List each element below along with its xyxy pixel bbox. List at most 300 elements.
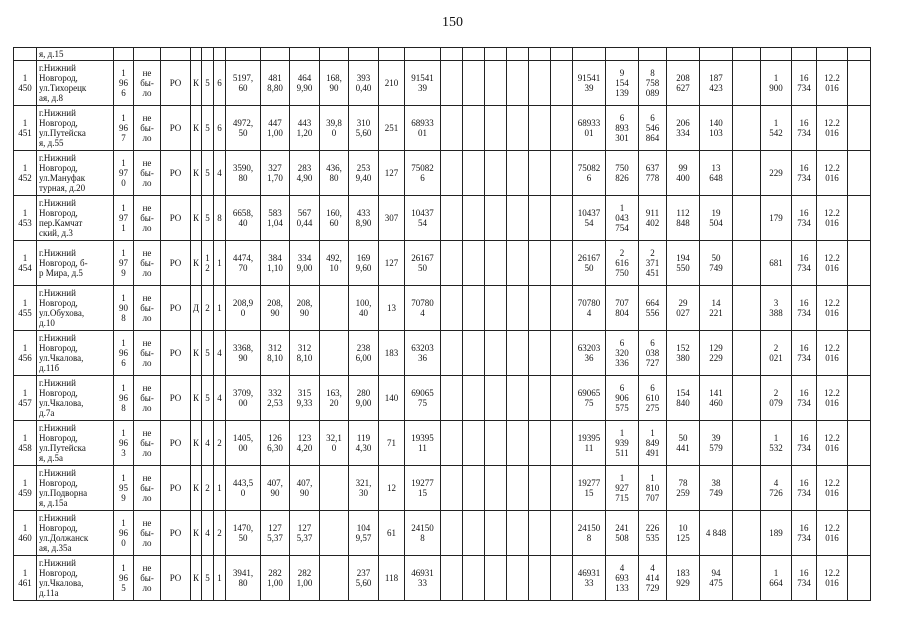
entrances-cell: 1: [214, 286, 226, 331]
fund-share-cell: 1 043 754: [606, 196, 639, 241]
empty-cell: [848, 421, 871, 466]
nonresidential-area-cell: [320, 511, 349, 556]
fund-share-cell: 1 939 511: [606, 421, 639, 466]
max-cost-cell: 16 734: [792, 196, 817, 241]
total-cost-cell: 63203 36: [405, 331, 441, 376]
address-cell: г.Нижний Новгород, ул.Тихорецк ая, д.8: [37, 61, 114, 106]
cost-total-cell: 91541 39: [573, 61, 606, 106]
empty-cell: [551, 421, 573, 466]
cost-total-cell: 69065 75: [573, 376, 606, 421]
address-cell: г.Нижний Новгород, пер.Камчат ский, д.3: [37, 196, 114, 241]
prior-repair-cell: не бы- ло: [134, 556, 161, 601]
total-cost-cell: 91541 39: [405, 61, 441, 106]
table-row: [14, 331, 871, 376]
empty-cell: [463, 106, 485, 151]
table-row: [14, 511, 871, 556]
entrances-cell: 8: [214, 196, 226, 241]
org-type-cell: РО: [161, 466, 191, 511]
empty-cell: [667, 48, 700, 61]
budget-share-cell: 6 038 727: [639, 331, 667, 376]
empty-cell: [507, 331, 529, 376]
empty-cell: [161, 48, 191, 61]
specific-cost-cell: 4 726: [761, 466, 792, 511]
org-type-cell: РО: [161, 151, 191, 196]
empty-cell: [529, 556, 551, 601]
nonresidential-area-cell: [320, 556, 349, 601]
deadline-cell: 12.2 016: [817, 286, 848, 331]
empty-cell: [700, 48, 733, 61]
empty-cell: [485, 556, 507, 601]
cost-total-cell: 19277 15: [573, 466, 606, 511]
empty-cell: [441, 48, 463, 61]
empty-cell: [463, 241, 485, 286]
empty-cell: [485, 376, 507, 421]
address-cell: г.Нижний Новгород, б- р Мира, д.5: [37, 241, 114, 286]
empty-cell: [848, 286, 871, 331]
empty-cell: [485, 466, 507, 511]
empty-cell: [733, 286, 761, 331]
total-cost-cell: 46931 33: [405, 556, 441, 601]
floors-cell: 5: [202, 151, 214, 196]
residents-cell: 12: [379, 466, 405, 511]
empty-cell: [463, 556, 485, 601]
table-row: [14, 286, 871, 331]
year-cell: 1 90 8: [114, 286, 134, 331]
residential-area-cell: 567 0,44: [290, 196, 320, 241]
cost-total-cell: 26167 50: [573, 241, 606, 286]
nonresidential-area-cell: 163, 20: [320, 376, 349, 421]
municipal-share-cell: 187 423: [700, 61, 733, 106]
prior-repair-cell: не бы- ло: [134, 331, 161, 376]
row-number-cell: 1 452: [14, 151, 37, 196]
specific-cost-cell: 2 079: [761, 376, 792, 421]
regional-share-cell: 99 400: [667, 151, 700, 196]
max-cost-cell: 16 734: [792, 61, 817, 106]
empty-cell: [529, 376, 551, 421]
empty-cell: [848, 511, 871, 556]
wall-material-cell: К: [191, 106, 202, 151]
max-cost-cell: 16 734: [792, 376, 817, 421]
living-area-cell: 280 9,00: [349, 376, 379, 421]
budget-share-cell: 4 414 729: [639, 556, 667, 601]
row-number-cell: 1 451: [14, 106, 37, 151]
empty-cell: [463, 48, 485, 61]
year-cell: 1 97 1: [114, 196, 134, 241]
empty-cell: [733, 376, 761, 421]
floors-cell: 1 2: [202, 241, 214, 286]
wall-material-cell: К: [191, 376, 202, 421]
table-row: [14, 421, 871, 466]
empty-cell: [202, 48, 214, 61]
empty-cell: [507, 376, 529, 421]
prior-repair-cell: не бы- ло: [134, 241, 161, 286]
total-area-cell: 4474, 70: [226, 241, 261, 286]
specific-cost-cell: 229: [761, 151, 792, 196]
premises-area-cell: 407, 90: [261, 466, 290, 511]
empty-cell: [529, 511, 551, 556]
empty-cell: [507, 466, 529, 511]
fund-share-cell: 4 693 133: [606, 556, 639, 601]
empty-cell: [379, 48, 405, 61]
row-number-cell: 1 450: [14, 61, 37, 106]
living-area-cell: 237 5,60: [349, 556, 379, 601]
residents-cell: 127: [379, 151, 405, 196]
empty-cell: [848, 151, 871, 196]
budget-share-cell: 2 371 451: [639, 241, 667, 286]
empty-cell: [507, 151, 529, 196]
nonresidential-area-cell: [320, 286, 349, 331]
total-cost-cell: 75082 6: [405, 151, 441, 196]
empty-cell: [817, 48, 848, 61]
empty-cell: [733, 466, 761, 511]
residents-cell: 13: [379, 286, 405, 331]
wall-material-cell: К: [191, 196, 202, 241]
wall-material-cell: К: [191, 241, 202, 286]
regional-share-cell: 183 929: [667, 556, 700, 601]
cost-total-cell: 70780 4: [573, 286, 606, 331]
table-row: [14, 556, 871, 601]
empty-cell: [507, 421, 529, 466]
municipal-share-cell: 38 749: [700, 466, 733, 511]
residential-area-cell: 282 1,00: [290, 556, 320, 601]
budget-share-cell: 1 849 491: [639, 421, 667, 466]
empty-cell: [573, 48, 606, 61]
budget-share-cell: 6 546 864: [639, 106, 667, 151]
premises-area-cell: 127 5,37: [261, 511, 290, 556]
residential-area-cell: 443 1,20: [290, 106, 320, 151]
empty-cell: [529, 151, 551, 196]
specific-cost-cell: 1 664: [761, 556, 792, 601]
empty-cell: [733, 421, 761, 466]
empty-cell: [463, 511, 485, 556]
premises-area-cell: 332 2,53: [261, 376, 290, 421]
nonresidential-area-cell: 168, 90: [320, 61, 349, 106]
row-number-cell: 1 461: [14, 556, 37, 601]
max-cost-cell: 16 734: [792, 106, 817, 151]
empty-cell: [485, 151, 507, 196]
specific-cost-cell: 179: [761, 196, 792, 241]
wall-material-cell: К: [191, 556, 202, 601]
empty-cell: [606, 48, 639, 61]
wall-material-cell: К: [191, 61, 202, 106]
total-area-cell: 443,5 0: [226, 466, 261, 511]
residents-cell: 183: [379, 331, 405, 376]
budget-share-cell: 8 758 089: [639, 61, 667, 106]
municipal-share-cell: 4 848: [700, 511, 733, 556]
empty-cell: [551, 556, 573, 601]
page-number: 150: [442, 15, 463, 30]
fund-share-cell: 241 508: [606, 511, 639, 556]
entrances-cell: 1: [214, 556, 226, 601]
empty-cell: [463, 466, 485, 511]
empty-cell: [848, 106, 871, 151]
empty-cell: [441, 241, 463, 286]
residents-cell: 251: [379, 106, 405, 151]
deadline-cell: 12.2 016: [817, 556, 848, 601]
empty-cell: [507, 286, 529, 331]
row-number-cell: 1 458: [14, 421, 37, 466]
empty-cell: [551, 331, 573, 376]
empty-cell: [761, 48, 792, 61]
empty-cell: [463, 331, 485, 376]
empty-cell: [733, 196, 761, 241]
specific-cost-cell: 681: [761, 241, 792, 286]
total-cost-cell: 24150 8: [405, 511, 441, 556]
prior-repair-cell: не бы- ло: [134, 286, 161, 331]
empty-cell: [261, 48, 290, 61]
premises-area-cell: 126 6,30: [261, 421, 290, 466]
entrances-cell: 4: [214, 151, 226, 196]
empty-cell: [485, 106, 507, 151]
regional-share-cell: 112 848: [667, 196, 700, 241]
org-type-cell: РО: [161, 421, 191, 466]
row-number-cell: 1 454: [14, 241, 37, 286]
premises-area-cell: 282 1,00: [261, 556, 290, 601]
empty-cell: [733, 331, 761, 376]
row-number-cell: 1 456: [14, 331, 37, 376]
empty-cell: [792, 48, 817, 61]
wall-material-cell: К: [191, 331, 202, 376]
floors-cell: 4: [202, 421, 214, 466]
empty-cell: [441, 286, 463, 331]
max-cost-cell: 16 734: [792, 421, 817, 466]
municipal-share-cell: 141 460: [700, 376, 733, 421]
total-cost-cell: 68933 01: [405, 106, 441, 151]
municipal-share-cell: 14 221: [700, 286, 733, 331]
nonresidential-area-cell: 32,1 0: [320, 421, 349, 466]
year-cell: 1 96 8: [114, 376, 134, 421]
empty-cell: [14, 48, 37, 61]
residential-area-cell: 312 8,10: [290, 331, 320, 376]
address-cell: г.Нижний Новгород, ул.Чкалова, д.11б: [37, 331, 114, 376]
specific-cost-cell: 1 542: [761, 106, 792, 151]
address-cell: г.Нижний Новгород, ул.Должанск ая, д.35а: [37, 511, 114, 556]
empty-cell: [290, 48, 320, 61]
empty-cell: [226, 48, 261, 61]
fund-share-cell: 6 906 575: [606, 376, 639, 421]
floors-cell: 5: [202, 196, 214, 241]
empty-cell: [463, 196, 485, 241]
empty-cell: [529, 466, 551, 511]
deadline-cell: 12.2 016: [817, 376, 848, 421]
empty-cell: [733, 151, 761, 196]
deadline-cell: 12.2 016: [817, 466, 848, 511]
deadline-cell: 12.2 016: [817, 151, 848, 196]
empty-cell: [463, 376, 485, 421]
residents-cell: 127: [379, 241, 405, 286]
total-area-cell: 6658, 40: [226, 196, 261, 241]
regional-share-cell: 208 627: [667, 61, 700, 106]
empty-cell: [733, 48, 761, 61]
municipal-share-cell: 140 103: [700, 106, 733, 151]
max-cost-cell: 16 734: [792, 331, 817, 376]
empty-cell: [551, 241, 573, 286]
cost-total-cell: 24150 8: [573, 511, 606, 556]
regional-share-cell: 152 380: [667, 331, 700, 376]
living-area-cell: 100, 40: [349, 286, 379, 331]
empty-cell: [441, 466, 463, 511]
fund-share-cell: 2 616 750: [606, 241, 639, 286]
total-area-cell: 3709, 00: [226, 376, 261, 421]
max-cost-cell: 16 734: [792, 286, 817, 331]
empty-cell: [551, 196, 573, 241]
org-type-cell: РО: [161, 286, 191, 331]
org-type-cell: РО: [161, 376, 191, 421]
year-cell: 1 96 6: [114, 331, 134, 376]
premises-area-cell: 208, 90: [261, 286, 290, 331]
regional-share-cell: 206 334: [667, 106, 700, 151]
residents-cell: 71: [379, 421, 405, 466]
org-type-cell: РО: [161, 106, 191, 151]
empty-cell: [320, 48, 349, 61]
living-area-cell: 253 9,40: [349, 151, 379, 196]
empty-cell: [485, 241, 507, 286]
total-area-cell: 3941, 80: [226, 556, 261, 601]
living-area-cell: 310 5,60: [349, 106, 379, 151]
table-row: [14, 466, 871, 511]
residents-cell: 140: [379, 376, 405, 421]
row-number-cell: 1 453: [14, 196, 37, 241]
table-row: [14, 61, 871, 106]
premises-area-cell: 327 1,70: [261, 151, 290, 196]
empty-cell: [848, 331, 871, 376]
deadline-cell: 12.2 016: [817, 61, 848, 106]
address-cell: г.Нижний Новгород, ул.Обухова, д.10: [37, 286, 114, 331]
year-cell: 1 97 9: [114, 241, 134, 286]
municipal-share-cell: 129 229: [700, 331, 733, 376]
municipal-share-cell: 19 504: [700, 196, 733, 241]
empty-cell: [848, 196, 871, 241]
empty-cell: [529, 286, 551, 331]
budget-share-cell: 637 778: [639, 151, 667, 196]
org-type-cell: РО: [161, 241, 191, 286]
prior-repair-cell: не бы- ло: [134, 61, 161, 106]
empty-cell: [551, 511, 573, 556]
municipal-share-cell: 50 749: [700, 241, 733, 286]
table-row: [14, 151, 871, 196]
empty-cell: [551, 376, 573, 421]
year-cell: 1 96 3: [114, 421, 134, 466]
address-cell: г.Нижний Новгород, ул.Чкалова, д.7а: [37, 376, 114, 421]
empty-cell: [848, 376, 871, 421]
floors-cell: 2: [202, 466, 214, 511]
empty-cell: [507, 511, 529, 556]
empty-cell: [485, 196, 507, 241]
empty-cell: [485, 331, 507, 376]
row-number-cell: 1 457: [14, 376, 37, 421]
empty-cell: [441, 196, 463, 241]
table-row-continued: [14, 48, 871, 61]
total-area-cell: 1470, 50: [226, 511, 261, 556]
org-type-cell: РО: [161, 556, 191, 601]
empty-cell: [639, 48, 667, 61]
empty-cell: [529, 196, 551, 241]
empty-cell: [507, 556, 529, 601]
specific-cost-cell: 1 900: [761, 61, 792, 106]
cost-total-cell: 75082 6: [573, 151, 606, 196]
empty-cell: [529, 241, 551, 286]
municipal-share-cell: 94 475: [700, 556, 733, 601]
fund-share-cell: 6 320 336: [606, 331, 639, 376]
residential-area-cell: 334 9,00: [290, 241, 320, 286]
regional-share-cell: 50 441: [667, 421, 700, 466]
empty-cell: [507, 106, 529, 151]
municipal-share-cell: 13 648: [700, 151, 733, 196]
cost-total-cell: 19395 11: [573, 421, 606, 466]
nonresidential-area-cell: [320, 466, 349, 511]
max-cost-cell: 16 734: [792, 466, 817, 511]
residential-area-cell: 407, 90: [290, 466, 320, 511]
empty-cell: [733, 61, 761, 106]
empty-cell: [551, 286, 573, 331]
empty-cell: [441, 331, 463, 376]
total-area-cell: 3590, 80: [226, 151, 261, 196]
row-number-cell: 1 460: [14, 511, 37, 556]
total-cost-cell: 69065 75: [405, 376, 441, 421]
total-cost-cell: 10437 54: [405, 196, 441, 241]
address-cell: я, д.15: [37, 48, 114, 61]
fund-share-cell: 1 927 715: [606, 466, 639, 511]
cost-total-cell: 46931 33: [573, 556, 606, 601]
empty-cell: [441, 61, 463, 106]
nonresidential-area-cell: 160, 60: [320, 196, 349, 241]
wall-material-cell: К: [191, 151, 202, 196]
year-cell: 1 97 0: [114, 151, 134, 196]
empty-cell: [485, 61, 507, 106]
empty-cell: [134, 48, 161, 61]
residential-area-cell: 127 5,37: [290, 511, 320, 556]
max-cost-cell: 16 734: [792, 151, 817, 196]
entrances-cell: 2: [214, 421, 226, 466]
total-cost-cell: 70780 4: [405, 286, 441, 331]
residential-area-cell: 464 9,90: [290, 61, 320, 106]
residents-cell: 210: [379, 61, 405, 106]
total-cost-cell: 26167 50: [405, 241, 441, 286]
total-area-cell: 3368, 90: [226, 331, 261, 376]
table-row: [14, 376, 871, 421]
empty-cell: [551, 106, 573, 151]
regional-share-cell: 29 027: [667, 286, 700, 331]
year-cell: 1 95 9: [114, 466, 134, 511]
max-cost-cell: 16 734: [792, 241, 817, 286]
table-row: [14, 196, 871, 241]
table-row: [14, 241, 871, 286]
max-cost-cell: 16 734: [792, 511, 817, 556]
specific-cost-cell: 1 532: [761, 421, 792, 466]
empty-cell: [507, 48, 529, 61]
empty-cell: [463, 61, 485, 106]
living-area-cell: 169 9,60: [349, 241, 379, 286]
empty-cell: [441, 511, 463, 556]
total-cost-cell: 19277 15: [405, 466, 441, 511]
year-cell: 1 96 6: [114, 61, 134, 106]
empty-cell: [463, 421, 485, 466]
empty-cell: [405, 48, 441, 61]
empty-cell: [848, 466, 871, 511]
empty-cell: [551, 61, 573, 106]
cost-total-cell: 68933 01: [573, 106, 606, 151]
residential-area-cell: 208, 90: [290, 286, 320, 331]
address-cell: г.Нижний Новгород, ул.Путейска я, д.5а: [37, 421, 114, 466]
regional-share-cell: 78 259: [667, 466, 700, 511]
premises-area-cell: 583 1,04: [261, 196, 290, 241]
entrances-cell: 4: [214, 376, 226, 421]
deadline-cell: 12.2 016: [817, 196, 848, 241]
empty-cell: [529, 61, 551, 106]
empty-cell: [441, 556, 463, 601]
municipal-share-cell: 39 579: [700, 421, 733, 466]
row-number-cell: 1 459: [14, 466, 37, 511]
